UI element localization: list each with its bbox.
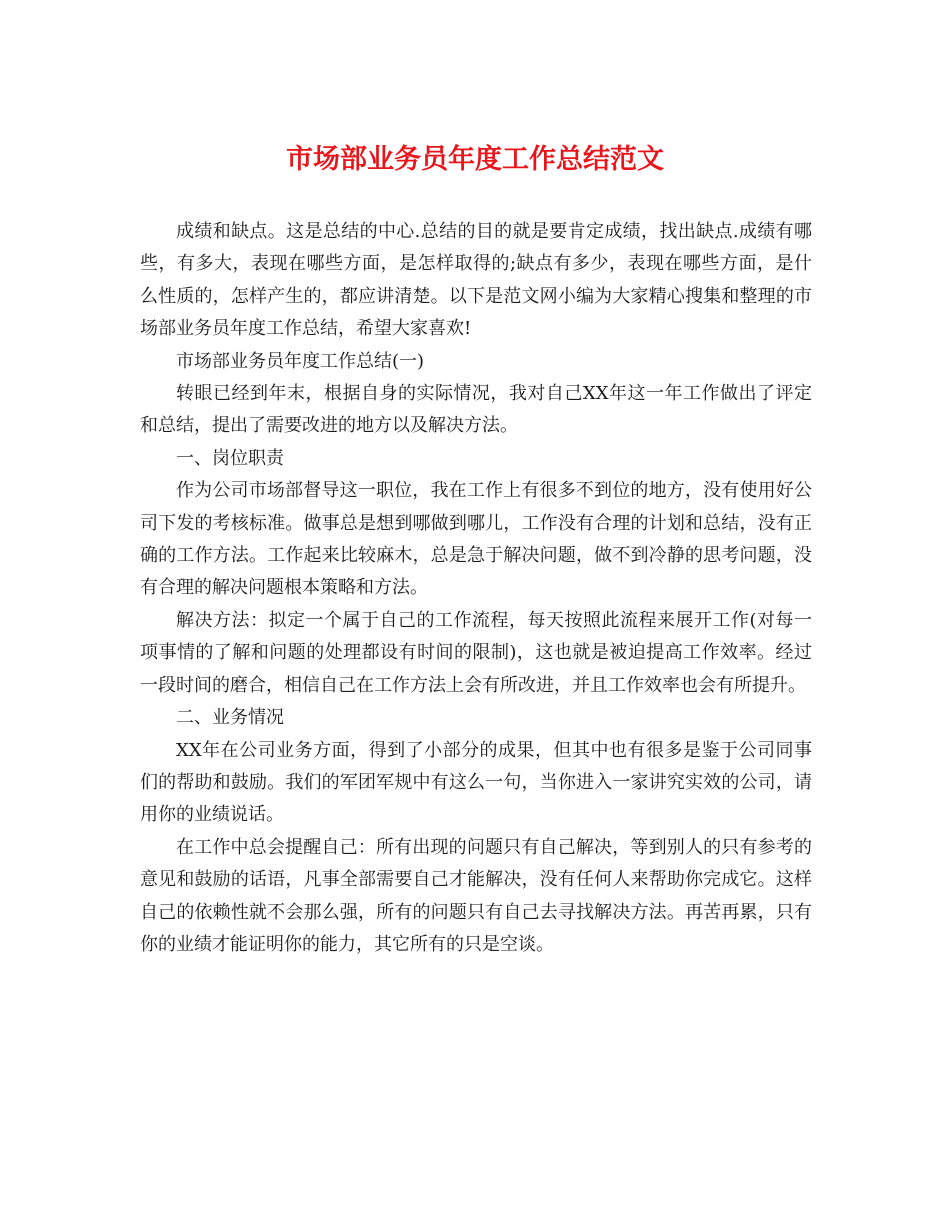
paragraph-intro: 成绩和缺点。这是总结的中心.总结的目的就是要肯定成绩，找出缺点.成绩有哪些，有多大，表现在哪些方面，是怎样取得的;缺点有多少，表现在哪些方面，是什么性质的，怎样产生的，都应讲清楚。以下是范文网小编为大家精心搜集和整理的市场部业务员年度工作总结，希望大家喜欢! xyxy=(140,221,812,340)
paragraph-job-duties: 作为公司市场部督导这一职位，我在工作上有很多不到位的地方，没有使用好公司下发的考核标准。做事总是想到哪做到哪儿，工作没有合理的计划和总结，没有正确的工作方法。工作起来比较麻木，总是急于解决问题，做不到冷静的思考问题，没有合理的解决问题根本策略和方法。 xyxy=(140,480,812,599)
paragraph-overview: 转眼已经到年末，根据自身的实际情况，我对自己XX年这一年工作做出了评定和总结，提出了需要改进的地方以及解决方法。 xyxy=(140,383,812,437)
heading-job-duties: 一、岗位职责 xyxy=(176,447,284,469)
document-title: 市场部业务员年度工作总结范文 xyxy=(286,144,664,175)
heading-business-status: 二、业务情况 xyxy=(176,707,284,729)
paragraph-business-status: XX年在公司业务方面，得到了小部分的成果，但其中也有很多是鉴于公司同事们的帮助和鼓励。我们的军团军规中有这么一句，当你进入一家讲究实效的公司，请用你的业绩说话。 xyxy=(140,739,812,826)
document-body xyxy=(140,216,812,961)
section-subtitle: 市场部业务员年度工作总结(一) xyxy=(176,350,425,372)
paragraph-self-reminder: 在工作中总会提醒自己：所有出现的问题只有自己解决，等到别人的只有参考的意见和鼓励的话语，凡事全部需要自己才能解决，没有任何人来帮助你完成它。这样自己的依赖性就不会那么强，所有的问题只有自己去寻找解决方法。再苦再累，只有你的业绩才能证明你的能力，其它所有的只是空谈。 xyxy=(140,836,812,955)
paragraph-solution: 解决方法：拟定一个属于自己的工作流程，每天按照此流程来展开工作(对每一项事情的了解和问题的处理都设有时间的限制)，这也就是被迫提高工作效率。经过一段时间的磨合，相信自己在工作方法上会有所改进，并且工作效率也会有所提升。 xyxy=(140,609,812,696)
